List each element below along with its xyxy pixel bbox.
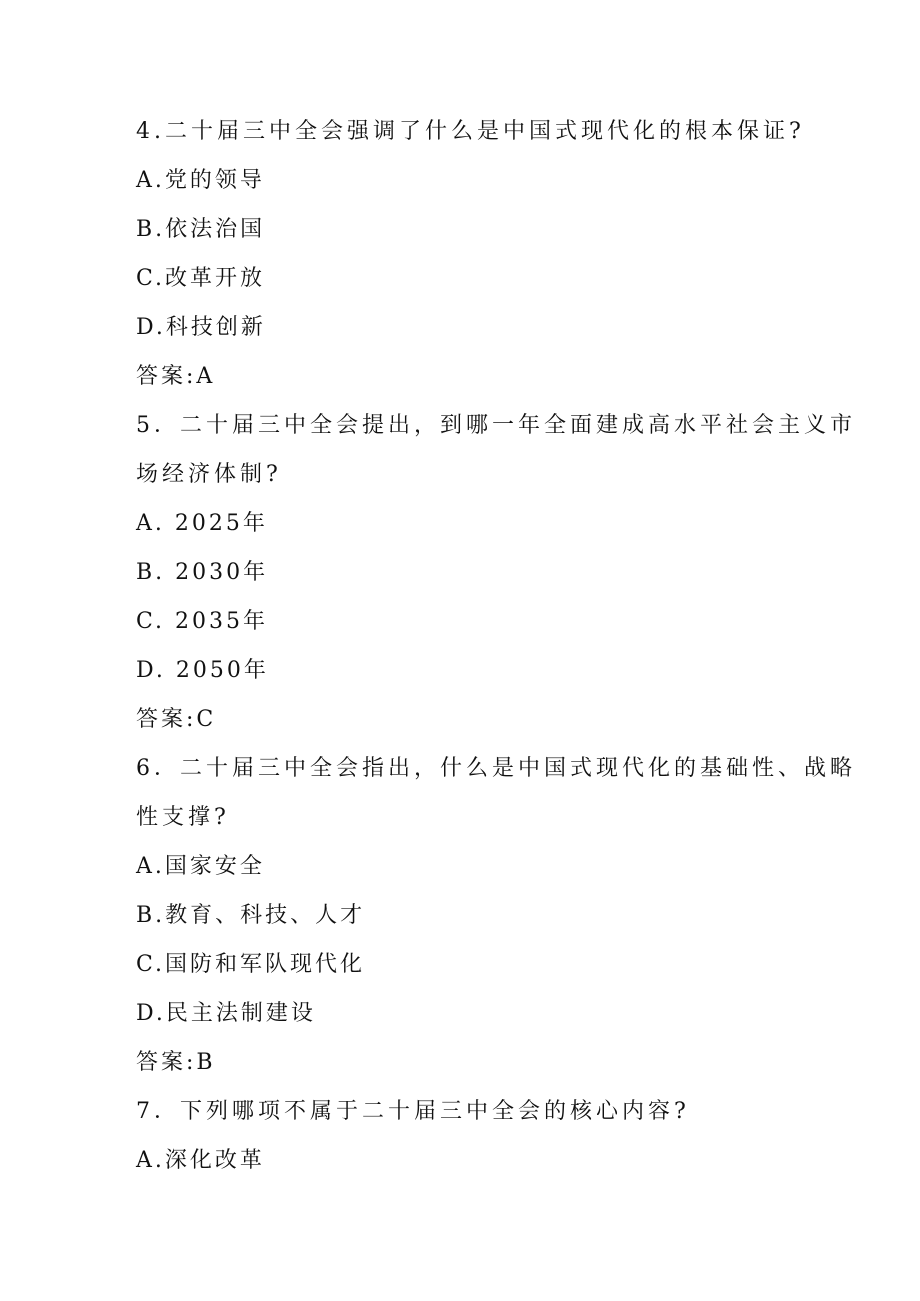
question-7-option-a: A.深化改革 — [136, 1148, 265, 1173]
question-6-option-c: C.国防和军队现代化 — [136, 952, 366, 977]
question-5-option-d: D. 2050年 — [136, 658, 269, 683]
question-5-answer: 答案:C — [136, 707, 217, 732]
question-6-text-line-2: 性支撑? — [136, 805, 230, 830]
question-5-option-a: A. 2025年 — [136, 511, 268, 536]
question-7-text: 7．下列哪项不属于二十届三中全会的核心内容? — [136, 1099, 690, 1124]
question-4-text: 4.二十届三中全会强调了什么是中国式现代化的根本保证? — [136, 119, 805, 144]
question-6-answer: 答案:B — [136, 1050, 216, 1075]
question-5-option-b: B. 2030年 — [136, 560, 269, 585]
question-5-text-line-2: 场经济体制? — [136, 462, 282, 487]
question-5-text-line-1: 5．二十届三中全会提出，到哪一年全面建成高水平社会主义市 — [136, 413, 856, 438]
question-4-option-c: C.改革开放 — [136, 266, 266, 291]
question-4-option-d: D.科技创新 — [136, 315, 266, 340]
question-6-text-line-1: 6．二十届三中全会指出，什么是中国式现代化的基础性、战略 — [136, 756, 856, 781]
question-4-answer: 答案:A — [136, 364, 216, 389]
question-6-option-a: A.国家安全 — [136, 854, 265, 879]
question-4-option-a: A.党的领导 — [136, 168, 265, 193]
question-6-option-b: B.教育、科技、人才 — [136, 903, 366, 928]
question-5-option-c: C. 2035年 — [136, 609, 269, 634]
question-4-option-b: B.依法治国 — [136, 217, 266, 242]
question-6-option-d: D.民主法制建设 — [136, 1001, 316, 1026]
